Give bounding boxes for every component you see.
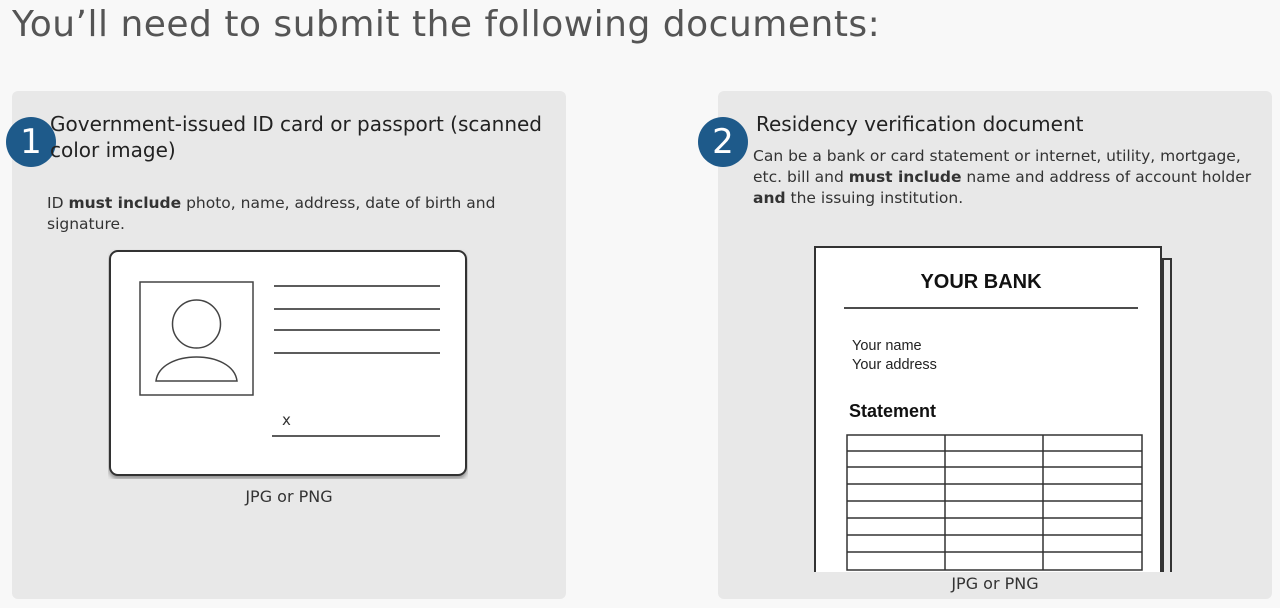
res-desc-mid: name and address of account holder [961,168,1252,186]
statement-heading: Statement [849,401,937,421]
id-card-description [47,193,537,235]
id-card-illustration [108,249,468,479]
id-desc-bold: must include [68,194,182,212]
signature-mark: x [282,411,291,429]
residency-card-title: Residency verification document [756,112,1084,136]
residency-format-label: JPG or PNG [951,574,1039,593]
id-card-title: Government-issued ID card or passport (scanned color image) [50,112,542,162]
id-document-card [12,91,566,599]
step-2-badge: 2 [698,117,748,167]
your-address-label: Your address [852,357,937,373]
step-1-badge: 1 [6,117,56,167]
page-heading: You’ll need to submit the following documents: [12,4,881,45]
id-format-label: JPG or PNG [245,487,333,506]
your-name-label: Your name [852,338,922,354]
bank-statement-illustration [813,245,1183,572]
id-desc-pre: ID [47,194,69,212]
residency-document-card [712,91,1272,599]
bank-name: YOUR BANK [920,271,1042,293]
res-desc-pre: Can be a bank or card statement or internet, utility, mortgage, etc. bill and [753,147,1241,186]
res-desc-bold2: and [753,189,786,207]
res-desc-post: the issuing institution. [785,189,964,207]
residency-card-description [753,146,1253,209]
id-card-outline [110,251,466,475]
res-desc-bold: must include [848,168,962,186]
id-desc-post: photo, name, address, date of birth and signature. [47,194,496,233]
